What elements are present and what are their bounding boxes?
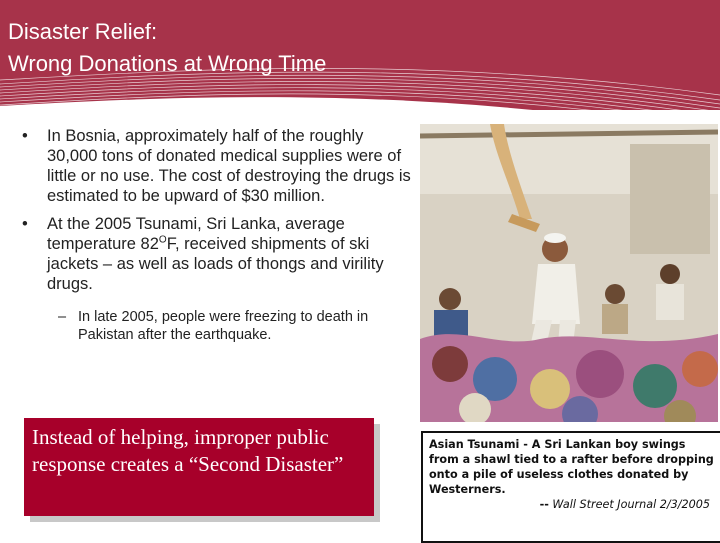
credit-dashes: -- — [539, 498, 549, 511]
tsunami-photo — [420, 124, 718, 422]
bullet-marker: • — [22, 215, 28, 233]
decorative-swoosh — [0, 40, 720, 110]
bullet-text-after: F, received shipments of ski jackets – as well as loads of thongs and virility drugs. — [47, 235, 384, 293]
title-line-1: Disaster Relief: — [8, 19, 158, 44]
bullet-text: In Bosnia, approximately half of the roughly 30,000 tons of donated medical supplies were of little or no use. The cost of destroying the drugs is estimated to be upward of $30 million. — [47, 127, 411, 205]
bullet-item-tsunami — [18, 214, 418, 294]
photo-illustration — [420, 124, 718, 422]
sub-bullet-pakistan — [18, 308, 418, 344]
sub-bullet-text: In late 2005, people were freezing to death in Pakistan after the earthquake. — [78, 309, 369, 343]
sub-bullet-marker: – — [58, 309, 67, 325]
title-line-2: Wrong Donations at Wrong Time — [8, 51, 327, 76]
credit-source: Wall Street Journal 2/3/2005 — [552, 498, 710, 511]
photo-caption — [421, 431, 720, 543]
callout-box — [24, 418, 374, 516]
title-banner — [0, 0, 720, 110]
caption-text: Asian Tsunami - A Sri Lankan boy swings from a shawl tied to a rafter before dropping onto a pile of useless clothes donated by Westerners. — [429, 438, 714, 496]
caption-credit — [429, 497, 714, 512]
bullet-list — [18, 126, 418, 344]
callout-text: Instead of helping, improper public response creates a “Second Disaster” — [32, 425, 344, 476]
degree-superscript: O — [158, 234, 167, 246]
bullet-marker: • — [22, 127, 28, 145]
bullet-text-before: At the 2005 Tsunami, Sri Lanka, average temperature 82 — [47, 215, 345, 253]
bullet-item-bosnia — [18, 126, 418, 206]
